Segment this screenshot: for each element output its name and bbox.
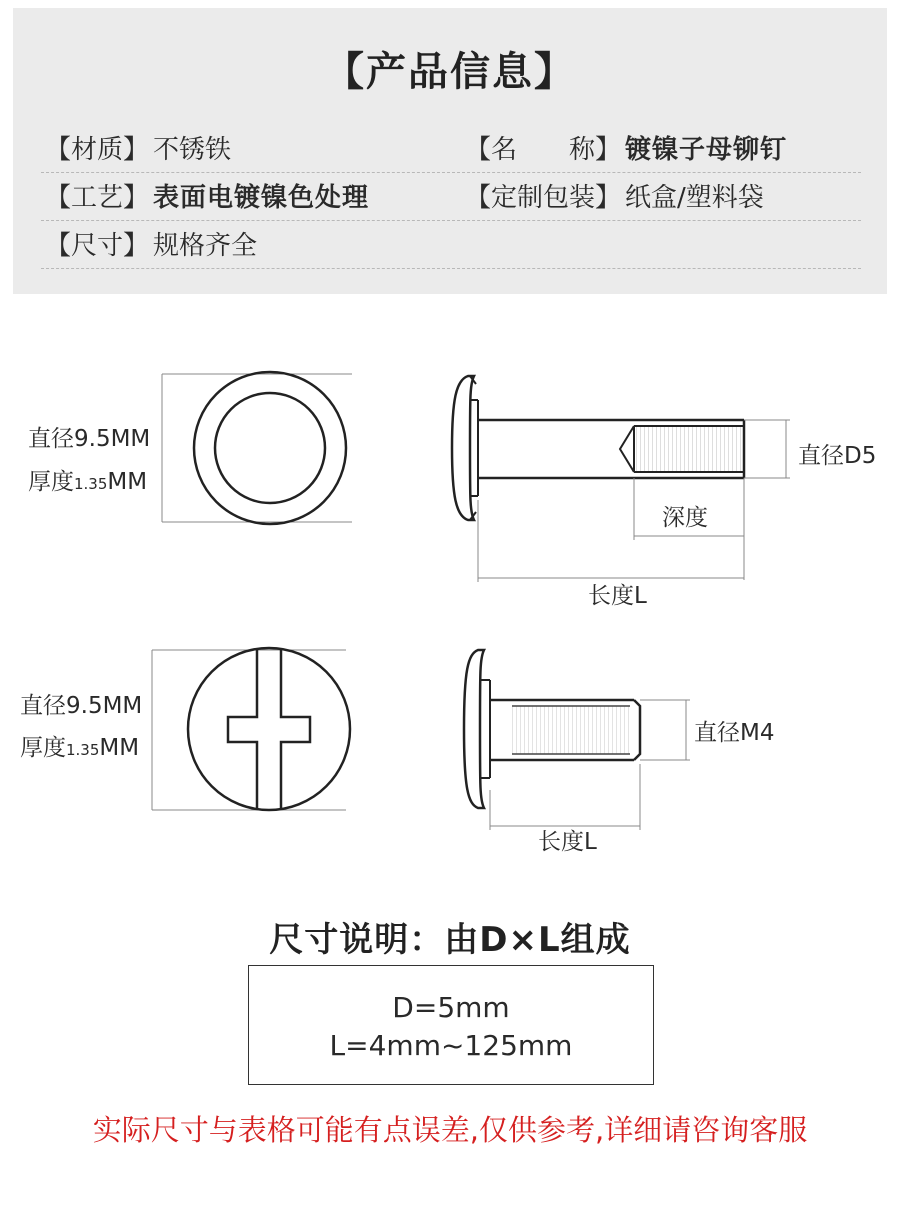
info-row-process	[45, 178, 369, 218]
info-label-packaging: 【定制包装】	[465, 183, 622, 213]
external-thread	[512, 706, 630, 754]
rivet-head-outline	[194, 372, 346, 524]
length-label: 长度L	[588, 583, 647, 609]
depth-label: 深度	[662, 505, 708, 531]
info-label-size: 【尺寸】	[45, 231, 150, 261]
info-value-material: 不锈铁	[153, 135, 232, 165]
rivet-hole-outline	[215, 393, 325, 503]
inner-diameter-label: 直径D5	[798, 443, 877, 469]
panel-title: 【产品信息】	[324, 49, 576, 95]
info-value-size: 规格齐全	[153, 231, 258, 261]
diameter-label: 直径9.5MM	[28, 426, 151, 452]
product-info-panel	[13, 8, 887, 294]
rivet-head-outline	[188, 648, 350, 810]
info-row-size	[45, 226, 257, 266]
info-value-process: 表面电镀镍色处理	[153, 183, 370, 213]
row-divider	[41, 268, 861, 269]
thread-diameter-label: 直径M4	[694, 720, 775, 746]
row-divider	[41, 220, 861, 221]
rivet-diagram	[0, 300, 900, 880]
male-face-view	[20, 648, 350, 810]
size-l-line: L=4mm~125mm	[329, 1029, 573, 1062]
size-box	[248, 965, 654, 1085]
female-face-view	[28, 372, 352, 524]
cross-slot	[228, 649, 310, 809]
info-label-name: 【名 称】	[465, 135, 622, 165]
info-label-process: 【工艺】	[45, 183, 150, 213]
length-label: 长度L	[538, 829, 597, 855]
thickness-label: 厚度1.35MM	[20, 735, 140, 761]
diameter-label: 直径9.5MM	[20, 693, 143, 719]
info-value-name: 镀镍子母铆钉	[625, 135, 788, 165]
info-value-packaging: 纸盒/塑料袋	[625, 183, 764, 213]
size-title: 尺寸说明：由D×L组成	[269, 920, 631, 960]
info-label-material: 【材质】	[45, 135, 150, 165]
info-row-material	[45, 130, 231, 170]
internal-thread	[634, 426, 742, 472]
size-d-line: D=5mm	[392, 991, 510, 1024]
male-side-view	[464, 650, 774, 855]
female-side-view	[452, 376, 876, 609]
drill-point	[620, 426, 634, 472]
rivet-head-side	[452, 376, 474, 520]
row-divider	[41, 172, 861, 173]
disclaimer-text: 实际尺寸与表格可能有点误差,仅供参考,详细请咨询客服	[92, 1113, 808, 1147]
info-row-name	[465, 130, 787, 170]
rivet-head-side	[464, 650, 484, 808]
info-row-packaging	[465, 178, 764, 218]
thickness-label: 厚度1.35MM	[28, 469, 148, 495]
